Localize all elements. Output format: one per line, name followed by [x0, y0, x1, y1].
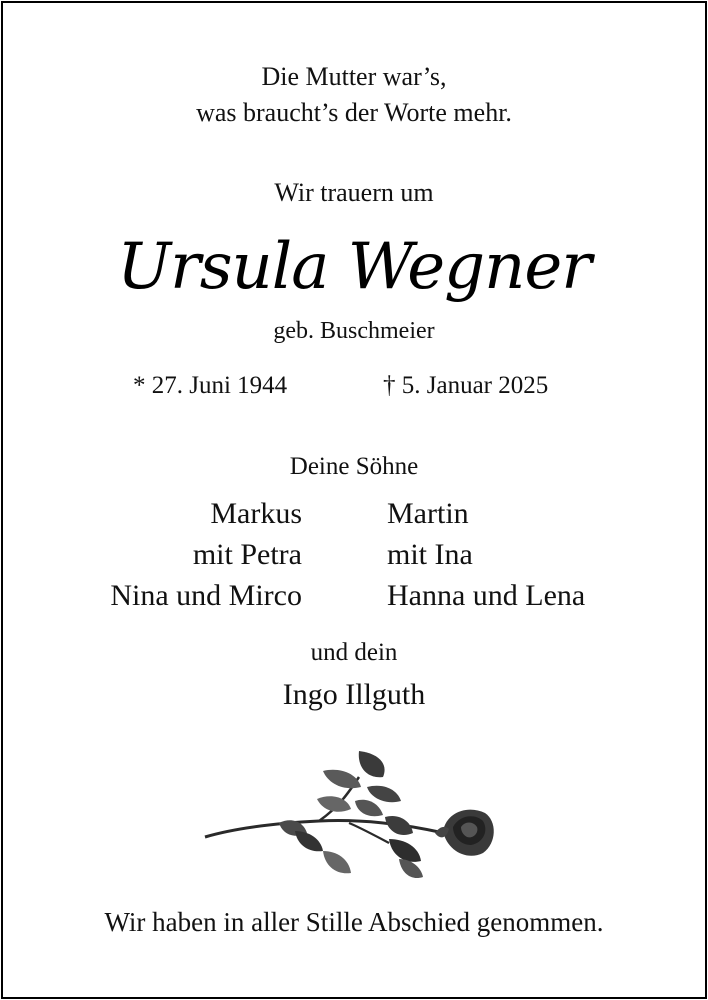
- sons-heading: Deine Söhne: [289, 453, 419, 480]
- partner-name: Ingo Illguth: [282, 678, 426, 711]
- farewell-note: Wir haben in aller Stille Abschied genommen.: [104, 907, 604, 937]
- connector-text: und dein: [310, 639, 398, 666]
- maiden-name: geb. Buschmeier: [273, 318, 435, 344]
- family-left-column: [110, 493, 302, 616]
- family-right-column: [387, 493, 585, 616]
- family-right-line: Hanna und Lena: [387, 579, 586, 612]
- family-right-line: Martin: [387, 497, 469, 530]
- motto-line-2: was braucht’s der Worte mehr.: [196, 98, 512, 127]
- family-right-line: mit Ina: [387, 538, 473, 571]
- family-left-line: mit Petra: [192, 538, 302, 571]
- obituary-card: [1, 1, 707, 999]
- motto-quote: [3, 59, 705, 131]
- rose-icon: [199, 747, 503, 889]
- motto-line-1: Die Mutter war’s,: [261, 62, 447, 91]
- family-left-line: Markus: [210, 497, 302, 530]
- birth-date: * 27. Juni 1944: [133, 372, 288, 399]
- mourning-intro: Wir trauern um: [274, 178, 434, 207]
- deceased-name: Ursula Wegner: [117, 230, 591, 304]
- family-left-line: Nina und Mirco: [110, 579, 302, 612]
- death-date: † 5. Januar 2025: [383, 372, 549, 399]
